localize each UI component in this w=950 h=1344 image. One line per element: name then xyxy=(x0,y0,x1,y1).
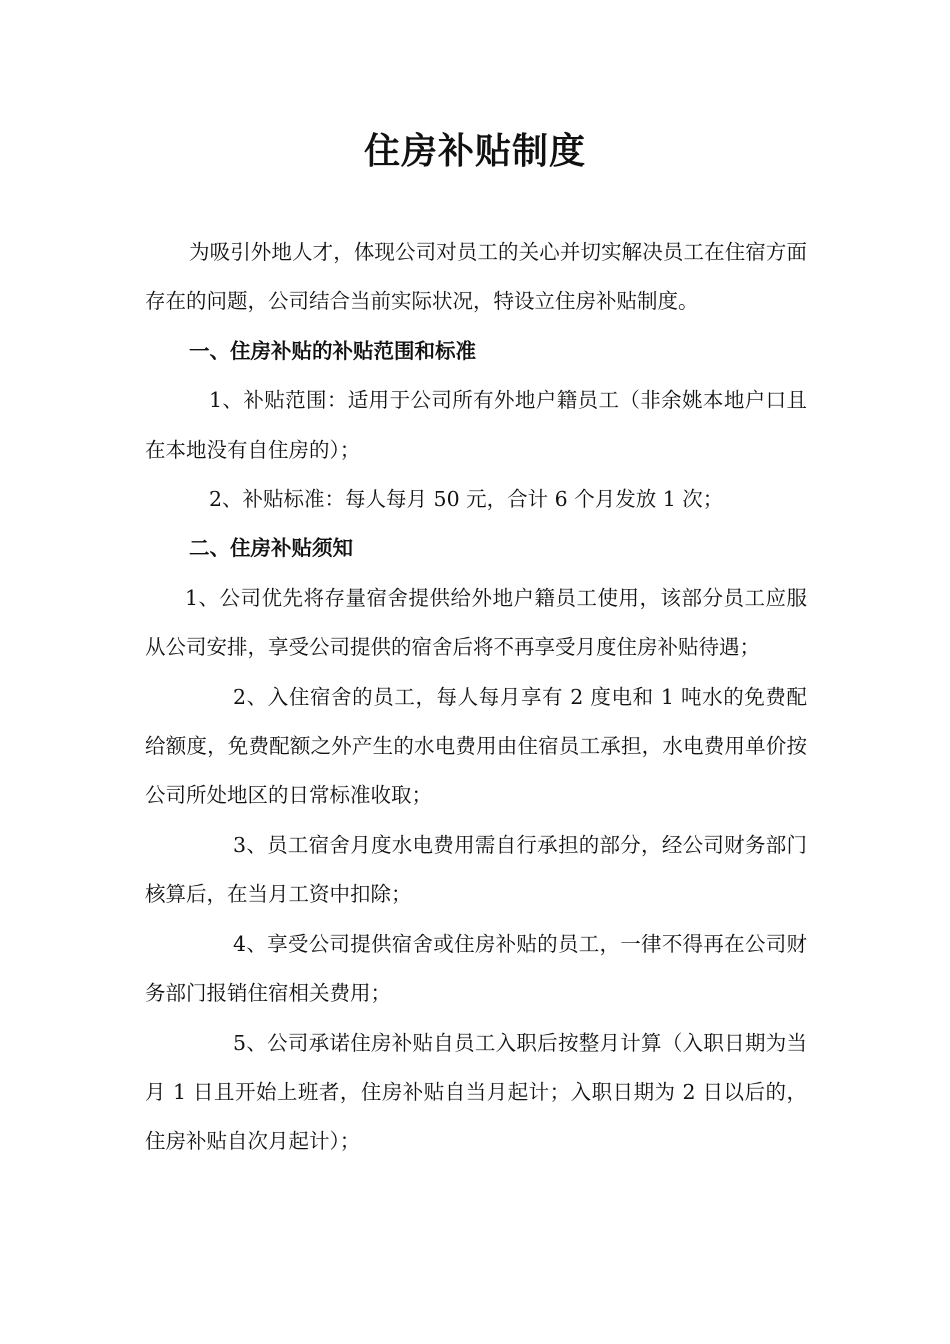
subsidy-standard-paragraph: 2、补贴标准：每人每月 50 元，合计 6 个月发放 1 次； xyxy=(209,487,724,512)
intro-paragraph: 为吸引外地人才，体现公司对员工的关心并切实解决员工在住宿方面存在的问题，公司结合当前实际状况，特设立住房补贴制度。 xyxy=(145,240,807,314)
subsidy-scope-paragraph: 1、补贴范围：适用于公司所有外地户籍员工（非余姚本地户口且在本地没有自住房的）； xyxy=(145,388,807,462)
document-body xyxy=(145,228,807,1167)
section-heading-scope-standard: 一、住房补贴的补贴范围和标准 xyxy=(189,338,476,363)
note-4-paragraph: 4、享受公司提供宿舍或住房补贴的员工，一律不得再在公司财务部门报销住宿相关费用； xyxy=(145,931,807,1006)
document-title: 住房补贴制度 xyxy=(363,131,586,172)
note-1-paragraph: 1、公司优先将存量宿舍提供给外地户籍员工使用，该部分员工应服从公司安排，享受公司提供的宿舍后将不再享受月度住房补贴待遇； xyxy=(145,585,807,660)
note-2-paragraph: 2、入住宿舍的员工，每人每月享有 2 度电和 1 吨水的免费配给额度，免费配额之外产生的水电费用由住宿员工承担，水电费用单价按公司所处地区的日常标准收取； xyxy=(145,684,807,808)
note-5-paragraph: 5、公司承诺住房补贴自员工入职后按整月计算（入职日期为当月 1 日且开始上班者，住房补贴自当月起计；入职日期为 2 日以后的，住房补贴自次月起计）； xyxy=(145,1030,807,1154)
section-heading-notes: 二、住房补贴须知 xyxy=(189,536,353,561)
note-3-paragraph: 3、员工宿舍月度水电费用需自行承担的部分，经公司财务部门核算后，在当月工资中扣除； xyxy=(145,832,807,907)
